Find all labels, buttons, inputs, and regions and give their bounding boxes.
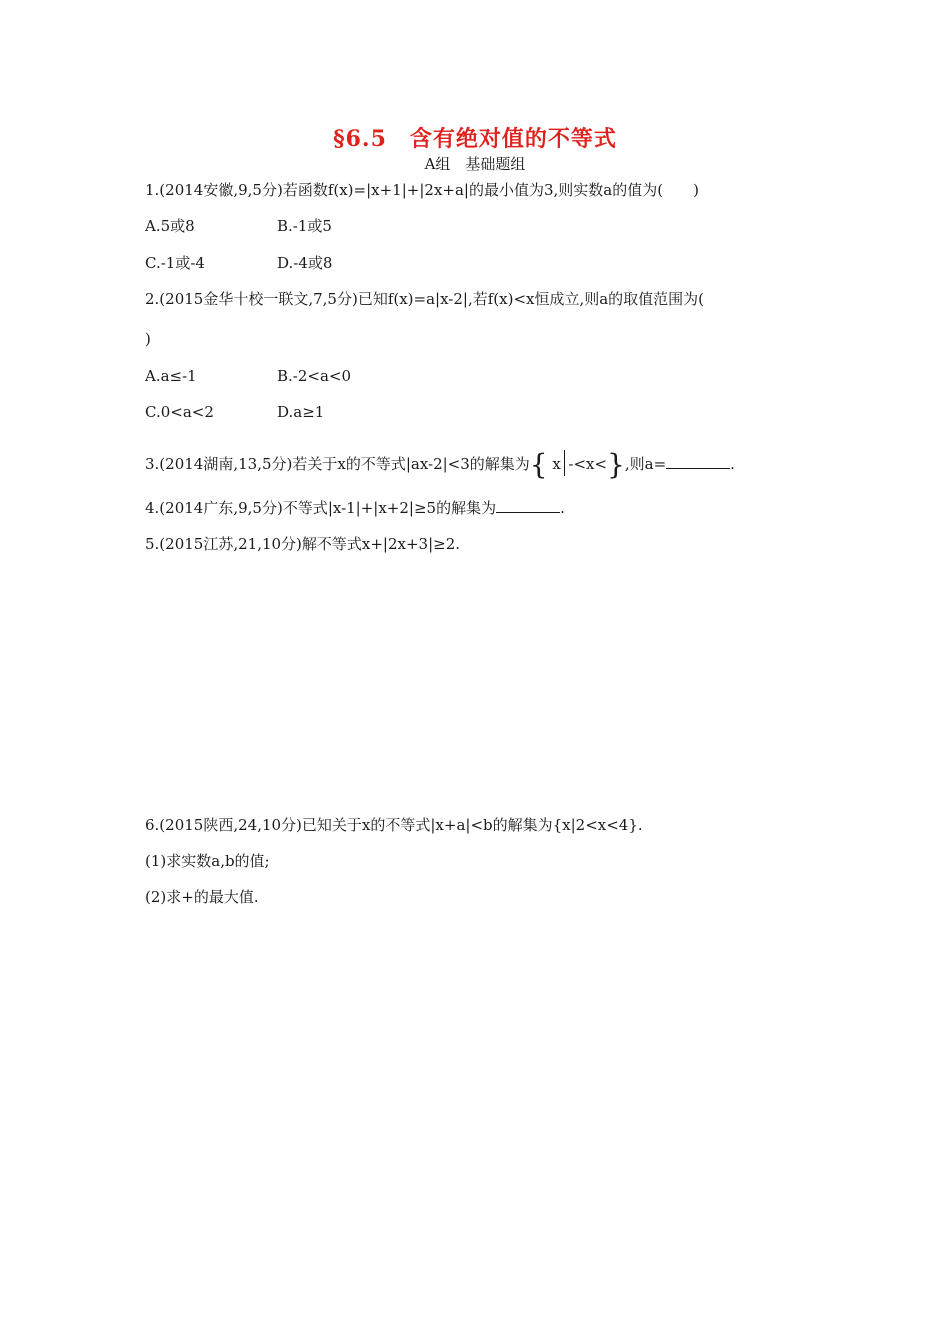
question-6-part-1: (1)求实数a,b的值;: [145, 852, 270, 870]
set-condition: -<x<: [568, 455, 608, 473]
question-1-options-row-1: [145, 216, 332, 236]
question-4-prefix: 4.(2014广东,9,5分)不等式|x-1|+|x+2|≥5的解集为: [145, 499, 497, 517]
set-close-brace: }: [607, 448, 625, 481]
set-divider-bar: [564, 450, 566, 476]
question-2-options-row-1: [145, 366, 351, 386]
question-1-option-b: B.-1或5: [277, 217, 332, 235]
question-6-part-2: (2)求+的最大值.: [145, 888, 259, 906]
question-2-options-row-2: [145, 402, 324, 422]
question-3: [145, 448, 735, 481]
question-5-stem: 5.(2015江苏,21,10分)解不等式x+|2x+3|≥2.: [145, 535, 461, 553]
question-2-option-a: A.a≤-1: [145, 367, 197, 385]
question-2-option-b: B.-2<a<0: [277, 367, 352, 385]
question-1-option-c: C.-1或-4: [145, 254, 205, 272]
answer-blank: [496, 498, 560, 513]
question-2-option-d: D.a≥1: [277, 403, 325, 421]
question-2-option-c: C.0<a<2: [145, 403, 214, 421]
question-6-stem: 6.(2015陕西,24,10分)已知关于x的不等式|x+a|<b的解集为{x|2<x<4}.: [145, 816, 643, 834]
question-3-suffix: ,则a=: [624, 455, 667, 473]
set-open-brace: {: [529, 448, 548, 481]
question-1-option-d: D.-4或8: [277, 254, 333, 272]
question-4-end: .: [560, 499, 565, 517]
question-1-stem: 1.(2014安徽,9,5分)若函数f(x)=|x+1|+|2x+a|的最小值为3,则实数a的值为( ): [145, 181, 699, 199]
question-3-prefix: 3.(2014湖南,13,5分)若关于x的不等式|ax-2|<3的解集为: [145, 455, 530, 473]
answer-blank: [666, 454, 730, 469]
question-2-stem-continued: ): [145, 330, 151, 348]
question-2-stem: 2.(2015金华十校一联文,7,5分)已知f(x)=a|x-2|,若f(x)<x恒成立,则a的取值范围为(: [145, 290, 705, 308]
section-title: §6.5 含有绝对值的不等式: [333, 126, 617, 152]
set-variable: x: [552, 455, 561, 473]
group-subtitle: A组 基础题组: [424, 155, 526, 173]
question-4: [145, 498, 565, 518]
question-1-options-row-2: [145, 253, 332, 273]
question-1-option-a: A.5或8: [145, 217, 195, 235]
question-3-end: .: [730, 455, 735, 473]
